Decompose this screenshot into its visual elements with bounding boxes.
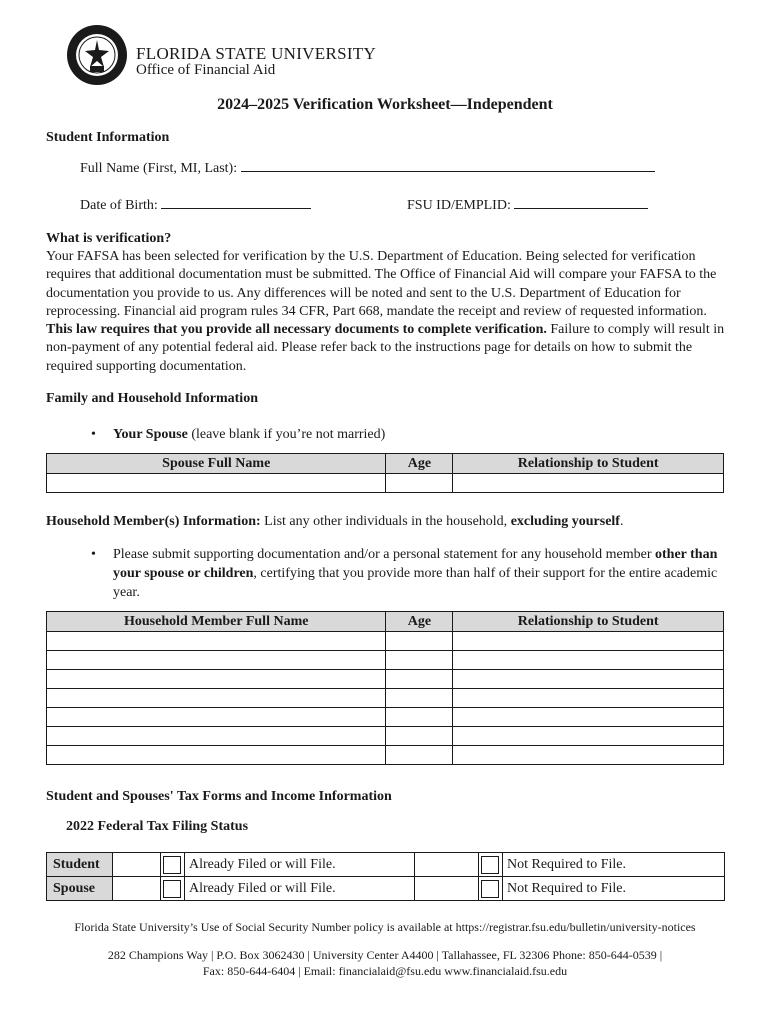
table-cell-input[interactable] [386,670,453,689]
spouse-filed-checkbox[interactable] [163,880,181,898]
table-cell-input[interactable] [47,651,386,670]
table-cell-input[interactable] [47,689,386,708]
student-filed-checkbox[interactable] [163,856,181,874]
spouse-filed-checkbox-cell [161,877,185,901]
household-table [46,611,724,765]
office-name: Office of Financial Aid [136,62,276,78]
table-cell-input[interactable] [386,632,453,651]
dob-field[interactable] [161,194,311,209]
table-row [47,689,724,708]
household-heading: Household Member(s) Information: [46,514,261,529]
table-row [47,708,724,727]
row-label: Student [47,853,113,877]
table-header-row [47,454,724,474]
table-cell-input[interactable] [47,632,386,651]
table-cell-input[interactable] [386,746,453,765]
verification-paragraph [46,248,736,376]
family-heading: Family and Household Information [46,391,258,406]
spacer-cell [113,877,161,901]
table-row [47,746,724,765]
row-label: Spouse [47,877,113,901]
table-cell-input[interactable] [453,632,724,651]
verification-text-continued: Failure to comply will result in non-payment of any potential federal aid. Please refer back to the instructions page for details on how to submit the required supporting documentation. [46,322,725,374]
table-cell-input[interactable] [386,651,453,670]
verification-bold-text: This law requires that you provide all necessary documents to complete verification. [46,322,547,338]
spouse-bullet [91,425,386,444]
verification-heading: What is verification? [46,231,172,246]
column-header: Household Member Full Name [47,612,386,632]
table-cell-input[interactable] [386,689,453,708]
table-row [47,670,724,689]
table-row [47,877,725,901]
table-header-row [47,612,724,632]
household-end: . [619,514,624,529]
table-cell-input[interactable] [47,746,386,765]
table-row [47,651,724,670]
table-cell-input[interactable] [47,727,386,746]
household-intro [46,514,623,530]
not-required-label: Not Required to File. [503,877,725,901]
spacer-cell [415,853,479,877]
household-bullet-text: Please submit supporting documentation and/or a personal statement for any household member [113,547,655,562]
filed-label: Already Filed or will File. [185,877,415,901]
table-cell-input[interactable] [47,474,386,493]
column-header: Spouse Full Name [47,454,386,474]
household-text: List any other individuals in the household, [260,514,511,529]
spacer-cell [415,877,479,901]
filed-label: Already Filed or will File. [185,853,415,877]
fsu-id-row [407,194,648,214]
household-bullet-text-end: , certifying that you provide more than half of their support for the entire academic year. [113,566,718,600]
column-header: Relationship to Student [453,454,724,474]
household-bullet-bold: other than your spouse or children [113,547,718,581]
tax-subheading: 2022 Federal Tax Filing Status [66,819,249,834]
table-row [47,632,724,651]
student-not-required-checkbox[interactable] [481,856,499,874]
tax-heading: Student and Spouses' Tax Forms and Income Information [46,789,392,804]
spouse-not-required-checkbox-cell [479,877,503,901]
spouse-table [46,453,724,493]
table-cell-input[interactable] [453,670,724,689]
table-cell-input[interactable] [453,689,724,708]
bullet-icon: • [91,547,96,562]
fsu-id-field[interactable] [514,194,648,209]
dob-row [80,194,311,214]
table-cell-input[interactable] [453,474,724,493]
spouse-bullet-bold: Your Spouse [113,427,188,442]
student-filed-checkbox-cell [161,853,185,877]
table-cell-input[interactable] [386,708,453,727]
column-header: Age [386,612,453,632]
fsu-id-label: FSU ID/EMPLID: [407,198,511,213]
full-name-label: Full Name (First, MI, Last): [80,161,238,176]
ssn-policy-note: Florida State University’s Use of Social Security Number policy is available at https://registrar.fsu.edu/bulletin/university-notices [74,920,696,934]
table-cell-input[interactable] [386,727,453,746]
university-seal-logo [66,24,128,86]
address-line-2: Fax: 850-644-6404 | Email: financialaid@fsu.edu www.financialaid.fsu.edu [202,964,568,978]
table-row [47,727,724,746]
address-line-1: 282 Champions Way | P.O. Box 3062430 | University Center A4400 | Tallahassee, FL 32306 Phone: 850-644-0539 | [107,948,663,962]
page-title: 2024–2025 Verification Worksheet—Independent [217,96,553,113]
student-info-heading: Student Information [46,130,170,145]
verification-text: Your FAFSA has been selected for verification by the U.S. Department of Education. Being selected for verification requires that additional documentation must be submitted. The Office of Financial Aid will compare your FAFSA to the documentation you provide to us. Any differences will be noted and sent to the U.S. Department of Education for reprocessing. Financial aid program rules 34 CFR, Part 668, mandate the receipt and review of requested information. [46,249,717,319]
table-row [47,474,724,493]
column-header: Age [386,454,453,474]
university-name: FLORIDA STATE UNIVERSITY [136,44,377,63]
dob-label: Date of Birth: [80,198,158,213]
bullet-icon: • [91,427,96,442]
household-bold: excluding yourself [510,514,620,529]
column-header: Relationship to Student [453,612,724,632]
full-name-row [80,157,655,177]
table-cell-input[interactable] [453,727,724,746]
tax-filing-table [46,852,725,901]
table-cell-input[interactable] [47,670,386,689]
not-required-label: Not Required to File. [503,853,725,877]
table-cell-input[interactable] [386,474,453,493]
table-cell-input[interactable] [453,651,724,670]
table-cell-input[interactable] [47,708,386,727]
spacer-cell [113,853,161,877]
full-name-field[interactable] [241,157,655,172]
household-bullet [91,545,725,602]
table-cell-input[interactable] [453,746,724,765]
spouse-not-required-checkbox[interactable] [481,880,499,898]
contact-footer [0,947,770,979]
table-cell-input[interactable] [453,708,724,727]
student-not-required-checkbox-cell [479,853,503,877]
spouse-bullet-text: (leave blank if you’re not married) [187,427,386,442]
table-row [47,853,725,877]
